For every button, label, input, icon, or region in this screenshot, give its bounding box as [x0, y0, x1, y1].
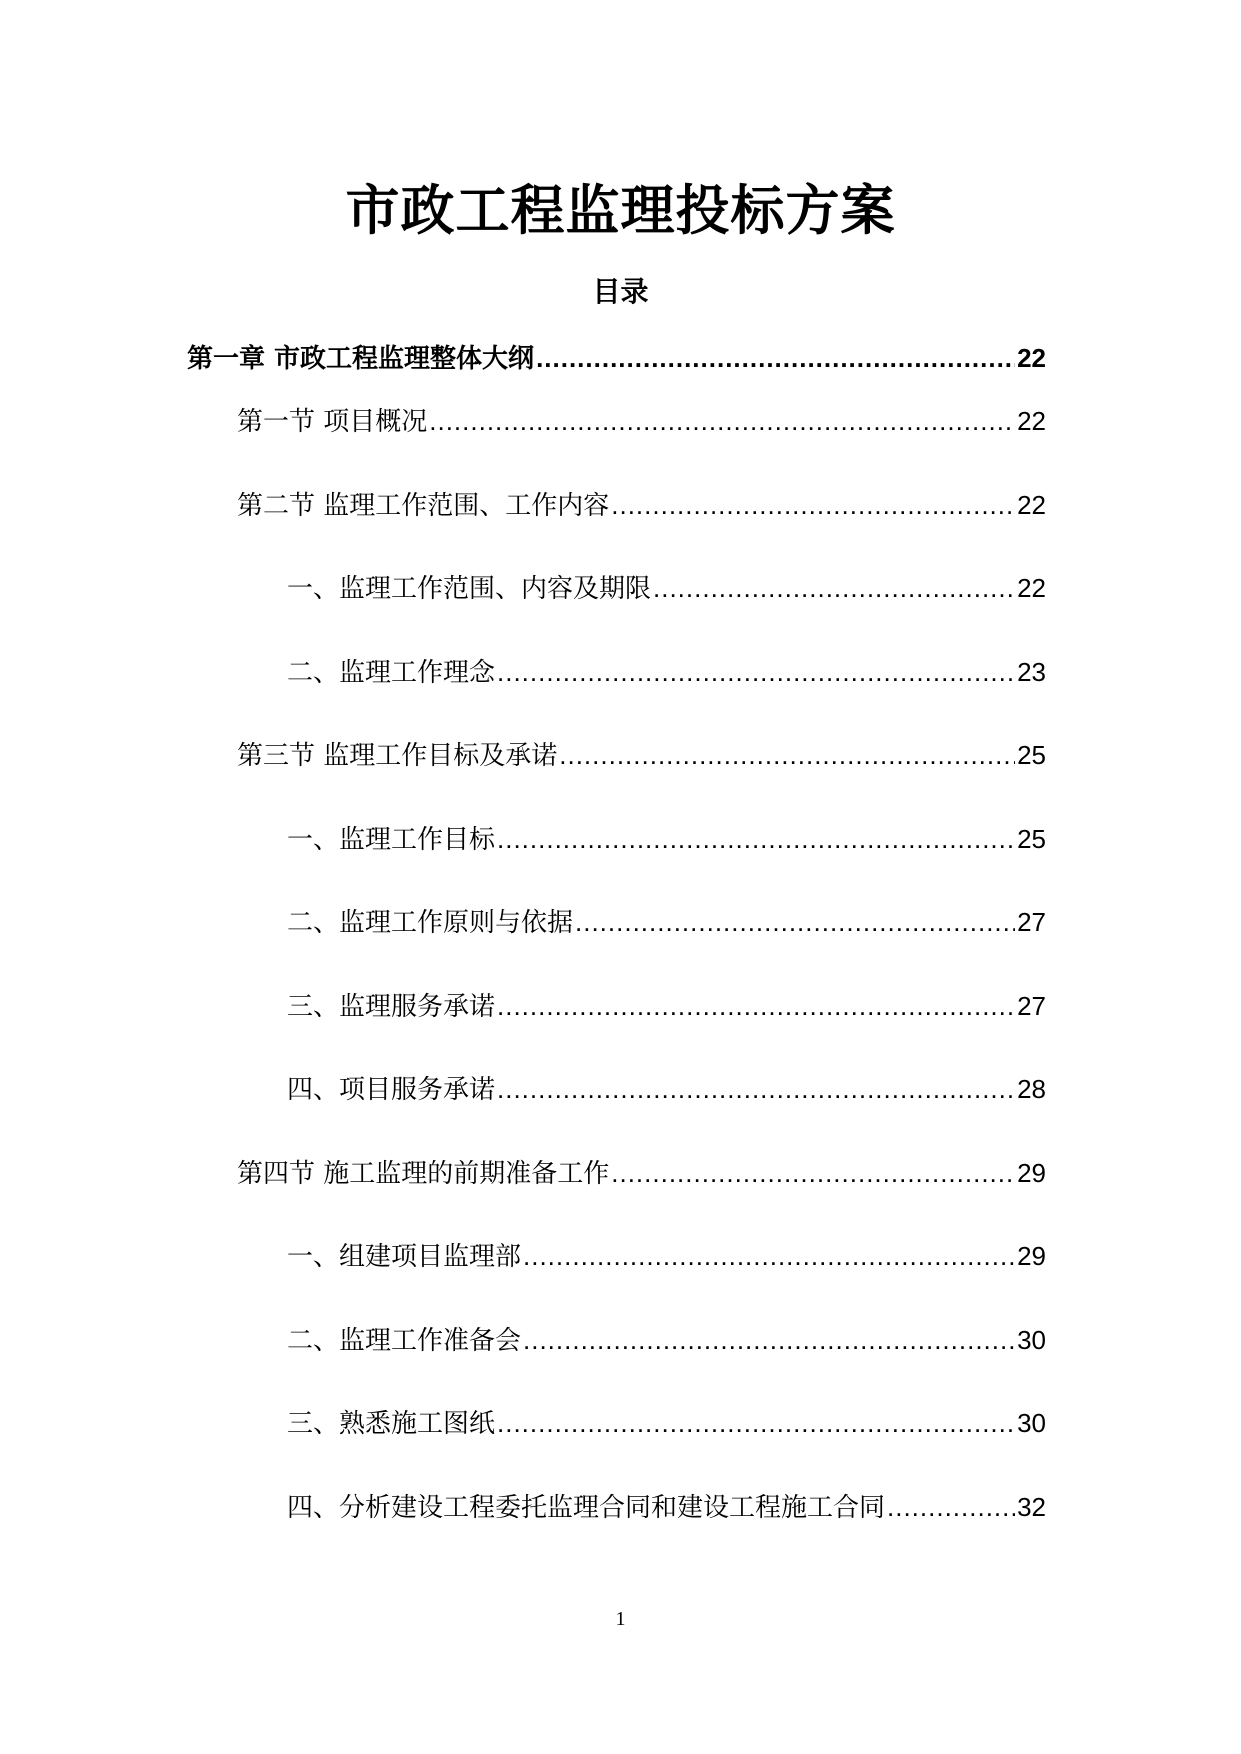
- toc-dot-leader: [523, 1239, 1015, 1273]
- toc-dot-leader: [559, 738, 1015, 772]
- toc-dot-leader: [523, 1323, 1015, 1357]
- toc-entry-label: 一、监理工作目标: [287, 825, 496, 855]
- toc-entry-subsection[interactable]: [287, 1239, 1046, 1274]
- toc-dot-leader: [497, 822, 1015, 856]
- toc-heading: 目录: [592, 275, 649, 308]
- toc-entry-label: 四、分析建设工程委托监理合同和建设工程施工合同: [287, 1493, 886, 1523]
- toc-entry-label: 二、监理工作理念: [287, 658, 496, 688]
- toc-entry-page: 29: [1017, 1158, 1046, 1188]
- toc-entry-label: 一、监理工作范围、内容及期限: [287, 574, 652, 604]
- toc-entry-subsection[interactable]: [287, 1490, 1046, 1525]
- toc-entry-label: 第四节 施工监理的前期准备工作: [237, 1159, 610, 1189]
- toc-entry-subsection[interactable]: [287, 571, 1046, 606]
- toc-dot-leader: [497, 1072, 1015, 1106]
- toc-entry-subsection[interactable]: [287, 1406, 1046, 1441]
- toc-entry-page: 28: [1017, 1074, 1046, 1104]
- toc-entry-label: 三、熟悉施工图纸: [287, 1409, 496, 1439]
- toc-entry-section[interactable]: [237, 404, 1046, 439]
- toc-entry-label: 第三节 监理工作目标及承诺: [237, 741, 558, 771]
- toc-entry-subsection[interactable]: [287, 989, 1046, 1024]
- toc-entry-label: 三、监理服务承诺: [287, 992, 496, 1022]
- toc-entry-label: 第一章 市政工程监理整体大纲: [187, 344, 535, 374]
- toc-dot-leader: [497, 1406, 1015, 1440]
- toc-dot-leader: [536, 341, 1015, 375]
- toc-dot-leader: [611, 488, 1015, 522]
- toc-entry-page: 32: [1017, 1492, 1046, 1522]
- toc-entry-section[interactable]: [237, 738, 1046, 773]
- page-number: 1: [615, 1608, 626, 1630]
- toc-entry-subsection[interactable]: [287, 1072, 1046, 1107]
- toc-entry-page: 27: [1017, 991, 1046, 1021]
- toc-dot-leader: [429, 404, 1015, 438]
- toc-entry-label: 一、组建项目监理部: [287, 1242, 522, 1272]
- toc-entry-subsection[interactable]: [287, 822, 1046, 857]
- toc-entry-section[interactable]: [237, 1156, 1046, 1191]
- toc-entry-label: 二、监理工作原则与依据: [287, 908, 574, 938]
- toc-entry-page: 30: [1017, 1408, 1046, 1438]
- toc-entry-page: 22: [1017, 573, 1046, 603]
- toc-entry-subsection[interactable]: [287, 905, 1046, 940]
- toc-dot-leader: [611, 1156, 1015, 1190]
- toc-entry-page: 25: [1017, 824, 1046, 854]
- toc-entry-label: 二、监理工作准备会: [287, 1326, 522, 1356]
- toc-dot-leader: [497, 989, 1015, 1023]
- toc-entry-subsection[interactable]: [287, 655, 1046, 690]
- toc-entry-chapter-1[interactable]: [187, 341, 1046, 376]
- toc-dot-leader: [887, 1490, 1015, 1524]
- toc-entry-page: 23: [1017, 657, 1046, 687]
- toc-dot-leader: [653, 571, 1015, 605]
- toc-entry-page: 22: [1017, 490, 1046, 520]
- toc-entry-label: 第二节 监理工作范围、工作内容: [237, 491, 610, 521]
- toc-entry-page: 30: [1017, 1325, 1046, 1355]
- toc-entry-label: 四、项目服务承诺: [287, 1075, 496, 1105]
- toc-entry-subsection[interactable]: [287, 1323, 1046, 1358]
- toc-entry-page: 29: [1017, 1241, 1046, 1271]
- toc-entry-section[interactable]: [237, 488, 1046, 523]
- document-title: 市政工程监理投标方案: [345, 179, 896, 242]
- toc-entry-label: 第一节 项目概况: [237, 407, 428, 437]
- toc-entry-page: 22: [1017, 343, 1046, 373]
- toc-entry-page: 25: [1017, 740, 1046, 770]
- toc-entry-page: 22: [1017, 406, 1046, 436]
- toc-dot-leader: [497, 655, 1015, 689]
- toc-entry-page: 27: [1017, 907, 1046, 937]
- toc-dot-leader: [575, 905, 1015, 939]
